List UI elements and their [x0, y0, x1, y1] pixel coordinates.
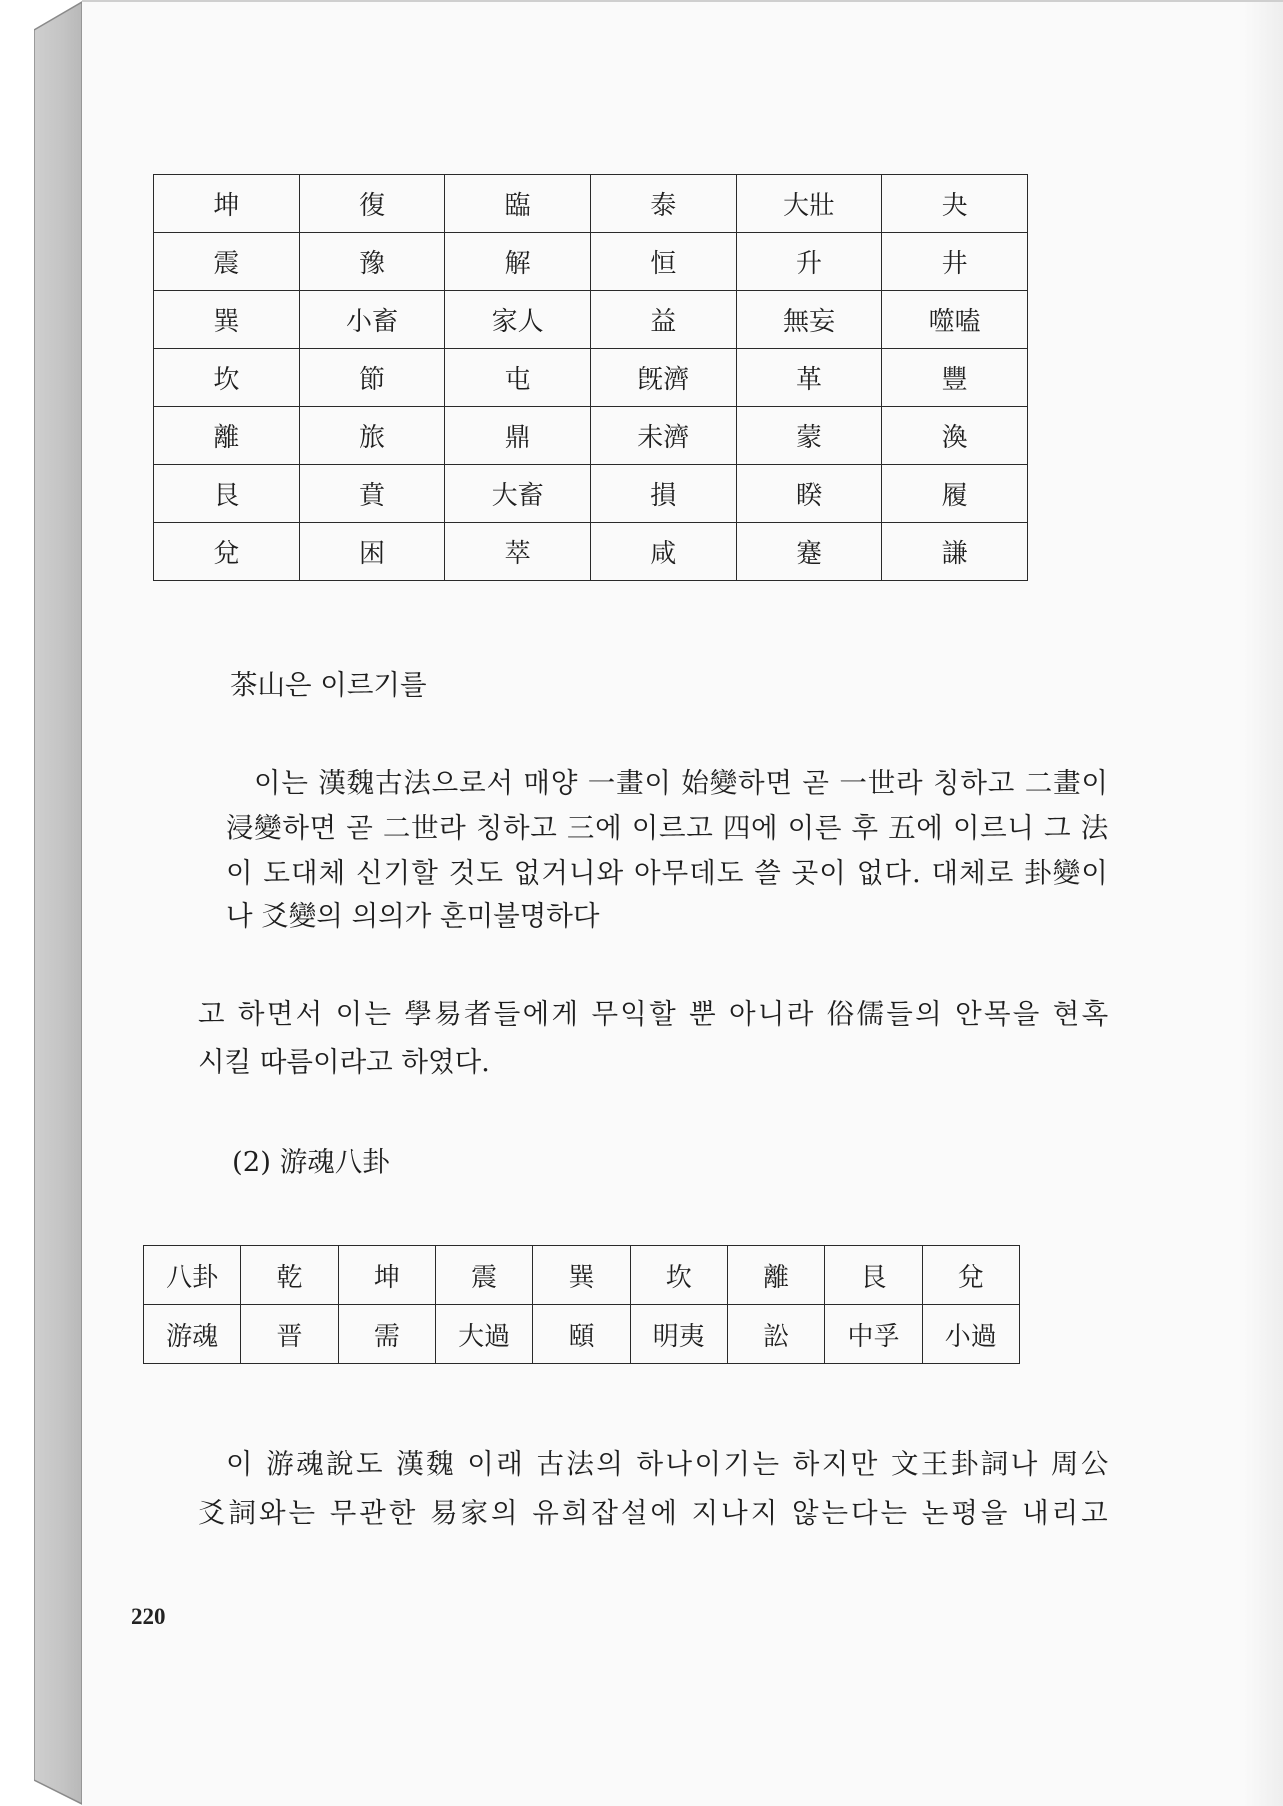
table-row [144, 1305, 1020, 1364]
table-cell: 鼎 [445, 407, 591, 465]
table-cell: 訟 [727, 1305, 824, 1364]
table-cell: 小畜 [299, 291, 445, 349]
table-cell: 明夷 [630, 1305, 727, 1364]
page-edge-shade [1243, 2, 1283, 1806]
table-cell: 豐 [882, 349, 1028, 407]
table-row [154, 465, 1028, 523]
table-cell: 損 [590, 465, 736, 523]
table-cell: 晋 [241, 1305, 338, 1364]
quote-line-2: 浸變하면 곧 二世라 칭하고 三에 이르고 四에 이른 후 五에 이르니 그 法 [226, 812, 1109, 844]
quote-line-4: 나 爻變의 의의가 혼미불명하다 [226, 900, 600, 932]
closing-line-1: 이 游魂說도 漢魏 이래 古法의 하나이기는 하지만 文王卦詞나 周公 [226, 1448, 1111, 1480]
table-cell: 震 [435, 1246, 532, 1305]
table-row [154, 291, 1028, 349]
table-cell: 無妄 [736, 291, 882, 349]
table-cell: 大畜 [445, 465, 591, 523]
table-cell: 旣濟 [590, 349, 736, 407]
table-cell: 兌 [922, 1246, 1019, 1305]
table-cell: 節 [299, 349, 445, 407]
table-cell: 夬 [882, 175, 1028, 233]
table-cell: 臨 [445, 175, 591, 233]
table-cell: 屯 [445, 349, 591, 407]
intro-line: 茶山은 이르기를 [230, 669, 427, 701]
table-cell: 家人 [445, 291, 591, 349]
table-row [154, 523, 1028, 581]
closing-line-2: 爻詞와는 무관한 易家의 유희잡설에 지나지 않는다는 논평을 내리고 [198, 1497, 1111, 1529]
table-cell: 升 [736, 233, 882, 291]
table-cell: 震 [154, 233, 300, 291]
section-heading: (2) 游魂八卦 [232, 1146, 390, 1178]
table-cell: 艮 [825, 1246, 922, 1305]
table-cell: 睽 [736, 465, 882, 523]
table-cell: 革 [736, 349, 882, 407]
table-cell: 蹇 [736, 523, 882, 581]
table-cell: 巽 [154, 291, 300, 349]
table-cell: 井 [882, 233, 1028, 291]
table-cell: 渙 [882, 407, 1028, 465]
table-cell: 未濟 [590, 407, 736, 465]
table-cell: 復 [299, 175, 445, 233]
table-row [154, 407, 1028, 465]
table-cell: 中孚 [825, 1305, 922, 1364]
table-cell: 八卦 [144, 1246, 241, 1305]
table-cell: 兌 [154, 523, 300, 581]
table-cell: 坎 [154, 349, 300, 407]
table-cell: 坤 [154, 175, 300, 233]
table-cell: 旅 [299, 407, 445, 465]
table-cell: 大過 [435, 1305, 532, 1364]
body-line-1: 고 하면서 이는 學易者들에게 무익할 뿐 아니라 俗儒들의 안목을 현혹 [198, 998, 1111, 1030]
table-cell: 蒙 [736, 407, 882, 465]
quote-line-3: 이 도대체 신기할 것도 없거니와 아무데도 쓸 곳이 없다. 대체로 卦變이 [226, 857, 1109, 889]
wandering-soul-table [143, 1245, 1020, 1364]
table-cell: 小過 [922, 1305, 1019, 1364]
table-cell: 萃 [445, 523, 591, 581]
table-cell: 離 [727, 1246, 824, 1305]
table-cell: 解 [445, 233, 591, 291]
table-cell: 豫 [299, 233, 445, 291]
table-cell: 恒 [590, 233, 736, 291]
table-cell: 困 [299, 523, 445, 581]
book-spine [34, 0, 82, 1806]
table-cell: 游魂 [144, 1305, 241, 1364]
table-cell: 益 [590, 291, 736, 349]
table-cell: 乾 [241, 1246, 338, 1305]
table-cell: 賁 [299, 465, 445, 523]
table-row [154, 349, 1028, 407]
table-cell: 坤 [338, 1246, 435, 1305]
table-cell: 艮 [154, 465, 300, 523]
table-cell: 需 [338, 1305, 435, 1364]
table-cell: 坎 [630, 1246, 727, 1305]
table-cell: 大壯 [736, 175, 882, 233]
table-cell: 巽 [533, 1246, 630, 1305]
table-row [154, 233, 1028, 291]
quote-line-1: 이는 漢魏古法으로서 매양 一畫이 始變하면 곧 一世라 칭하고 二畫이 [254, 767, 1109, 799]
table-cell: 離 [154, 407, 300, 465]
table-cell: 噬嗑 [882, 291, 1028, 349]
table-cell: 履 [882, 465, 1028, 523]
table-cell: 咸 [590, 523, 736, 581]
body-line-2: 시킬 따름이라고 하였다. [198, 1046, 490, 1078]
page-number: 220 [131, 1604, 166, 1629]
table-row [154, 175, 1028, 233]
hexagram-table [153, 174, 1028, 581]
table-cell: 頤 [533, 1305, 630, 1364]
table-cell: 謙 [882, 523, 1028, 581]
table-row [144, 1246, 1020, 1305]
table-cell: 泰 [590, 175, 736, 233]
